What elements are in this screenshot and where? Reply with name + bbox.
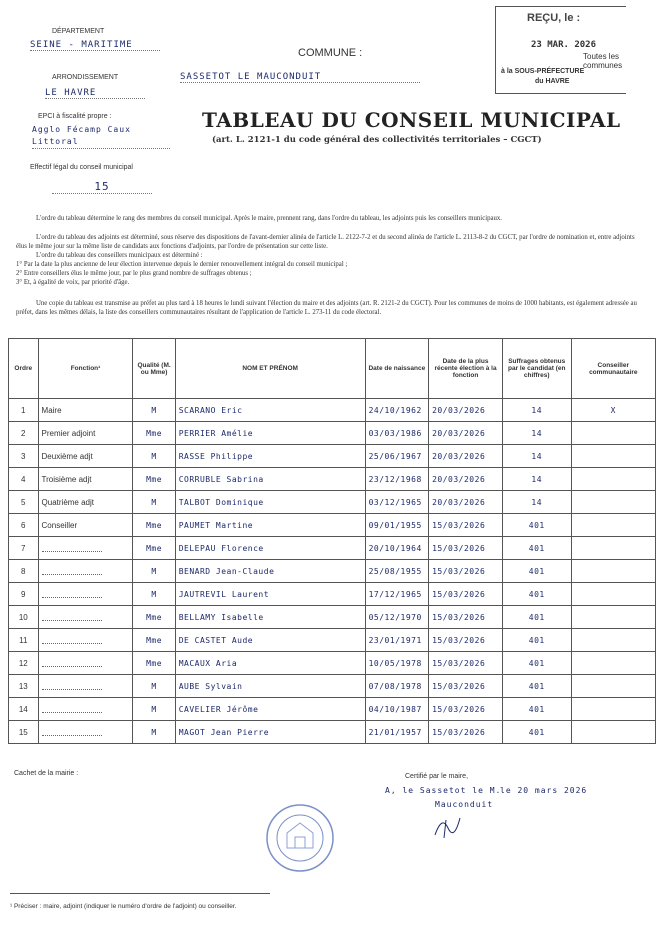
row-nom: SCARANO Eric [175,399,365,422]
row-qualite: Mme [133,537,175,560]
fonction-placeholder-dots [42,658,102,667]
row-ordre: 6 [9,514,39,537]
row-communautaire [571,583,655,606]
intro-paragraph-1: L'ordre du tableau détermine le rang des membres du conseil municipal. Après le maire, prennent rang, dans l'ordre du tableau, les adjoints puis les conseillers municipaux. [36,215,503,222]
row-ordre: 9 [9,583,39,606]
row-fonction [38,652,133,675]
row-qualite: Mme [133,652,175,675]
row-ordre: 7 [9,537,39,560]
header-election: Date de la plus récente élection à la fonction [429,339,503,399]
row-naissance: 23/12/1968 [365,468,428,491]
row-ordre: 13 [9,675,39,698]
row-fonction [38,606,133,629]
certifie-label: Certifié par le maire, [405,773,469,780]
row-nom: DE CASTET Aude [175,629,365,652]
row-fonction: Deuxième adjt [38,445,133,468]
row-naissance: 07/08/1978 [365,675,428,698]
row-nom: JAUTREVIL Laurent [175,583,365,606]
signature-date: le 20 mars 2026 [500,786,588,795]
row-nom: PAUMET Martine [175,514,365,537]
row-election: 20/03/2026 [429,399,503,422]
row-nom: MACAUX Aria [175,652,365,675]
fonction-placeholder-dots [42,612,102,621]
row-suffrages: 401 [502,583,571,606]
signature-scribble [430,810,470,840]
row-fonction: Premier adjoint [38,422,133,445]
row-fonction [38,675,133,698]
row-naissance: 25/06/1967 [365,445,428,468]
row-fonction [38,721,133,744]
row-qualite: Mme [133,422,175,445]
departement-value: SEINE - MARITIME [30,40,160,51]
page-subtitle: (art. L. 2121-1 du code général des collectivités territoriales – CGCT) [212,135,542,145]
row-naissance: 20/10/1964 [365,537,428,560]
row-communautaire [571,422,655,445]
row-fonction: Conseiller [38,514,133,537]
header-ordre: Ordre [9,339,39,399]
signature-place: A, le Sassetot le M. [385,786,502,795]
row-suffrages: 401 [502,675,571,698]
row-communautaire [571,675,655,698]
row-qualite: Mme [133,514,175,537]
row-naissance: 23/01/1971 [365,629,428,652]
epci-label: EPCI à fiscalité propre : [38,113,112,120]
row-election: 15/03/2026 [429,583,503,606]
row-naissance: 05/12/1970 [365,606,428,629]
row-fonction [38,560,133,583]
table-row [9,468,656,491]
row-fonction [38,629,133,652]
table-row [9,491,656,514]
row-communautaire: X [571,399,655,422]
fonction-placeholder-dots [42,681,102,690]
row-suffrages: 14 [502,422,571,445]
mairie-seal [265,803,335,873]
row-suffrages: 14 [502,445,571,468]
row-fonction: Maire [38,399,133,422]
row-ordre: 2 [9,422,39,445]
row-communautaire [571,468,655,491]
footnote: ¹ Préciser : maire, adjoint (indiquer le numéro d'ordre de l'adjoint) ou conseiller. [10,903,237,910]
row-fonction [38,583,133,606]
row-suffrages: 401 [502,537,571,560]
row-naissance: 24/10/1962 [365,399,428,422]
row-qualite: M [133,399,175,422]
signature: Mauconduit [435,800,494,809]
footnote-rule [10,893,270,894]
row-ordre: 10 [9,606,39,629]
row-qualite: Mme [133,468,175,491]
stamp-line1: Toutes les communes [583,52,640,70]
row-ordre: 15 [9,721,39,744]
table-header-row [9,339,656,399]
row-communautaire [571,698,655,721]
row-naissance: 21/01/1957 [365,721,428,744]
row-election: 15/03/2026 [429,537,503,560]
row-suffrages: 401 [502,560,571,583]
row-ordre: 5 [9,491,39,514]
row-qualite: M [133,583,175,606]
row-naissance: 04/10/1987 [365,698,428,721]
page-title: TABLEAU DU CONSEIL MUNICIPAL [202,108,621,132]
fonction-placeholder-dots [42,704,102,713]
effectif-value: 15 [52,180,152,194]
row-qualite: M [133,491,175,514]
stamp-recu: REÇU, le : [527,12,581,24]
row-fonction: Troisième adjt [38,468,133,491]
table-row [9,698,656,721]
row-nom: DELEPAU Florence [175,537,365,560]
row-suffrages: 14 [502,399,571,422]
row-nom: CORRUBLE Sabrina [175,468,365,491]
row-communautaire [571,652,655,675]
row-communautaire [571,560,655,583]
header-suffrages: Suffrages obtenus par le candidat (en chiffres) [502,339,571,399]
row-nom: CAVELIER Jérôme [175,698,365,721]
row-suffrages: 401 [502,652,571,675]
row-fonction: Quatrième adjt [38,491,133,514]
row-election: 15/03/2026 [429,652,503,675]
row-election: 20/03/2026 [429,445,503,468]
effectif-label: Effectif légal du conseil municipal [30,164,133,171]
table-row [9,652,656,675]
row-suffrages: 401 [502,514,571,537]
row-naissance: 17/12/1965 [365,583,428,606]
row-fonction [38,537,133,560]
fonction-placeholder-dots [42,589,102,598]
row-qualite: Mme [133,606,175,629]
row-fonction [38,698,133,721]
row-communautaire [571,721,655,744]
row-ordre: 3 [9,445,39,468]
row-ordre: 12 [9,652,39,675]
row-suffrages: 401 [502,698,571,721]
row-election: 20/03/2026 [429,422,503,445]
header-naissance: Date de naissance [365,339,428,399]
row-election: 15/03/2026 [429,560,503,583]
cachet-label: Cachet de la mairie : [14,770,79,777]
row-ordre: 8 [9,560,39,583]
intro-paragraph-4: 1° Par la date la plus ancienne de leur élection intervenue depuis le dernier renouvellement intégral du conseil municipal ; [16,261,348,268]
fonction-placeholder-dots [42,543,102,552]
table-row [9,399,656,422]
intro-paragraph-6: 3° Et, à égalité de voix, par priorité d'âge. [16,279,130,286]
table-row [9,629,656,652]
row-communautaire [571,491,655,514]
stamp-date: 23 MAR. 2026 [531,40,597,50]
row-communautaire [571,445,655,468]
row-suffrages: 401 [502,721,571,744]
row-suffrages: 401 [502,629,571,652]
row-ordre: 11 [9,629,39,652]
row-election: 15/03/2026 [429,629,503,652]
header-communautaire: Conseiller communautaire [571,339,655,399]
epci-value: Agglo Fécamp Caux Littoral [32,124,170,149]
fonction-placeholder-dots [42,727,102,736]
table-row [9,560,656,583]
row-nom: RASSE Philippe [175,445,365,468]
row-nom: MAGOT Jean Pierre [175,721,365,744]
row-naissance: 09/01/1955 [365,514,428,537]
row-communautaire [571,629,655,652]
departement-label: DÉPARTEMENT [52,28,105,35]
row-nom: PERRIER Amélie [175,422,365,445]
arrondissement-value: LE HAVRE [45,88,145,99]
table-row [9,606,656,629]
intro-paragraph-3: L'ordre du tableau des conseillers municipaux est déterminé : [36,252,203,259]
row-qualite: M [133,675,175,698]
row-naissance: 03/12/1965 [365,491,428,514]
table-row [9,514,656,537]
row-qualite: M [133,445,175,468]
commune-label: COMMUNE : [298,47,363,59]
commune-value: SASSETOT LE MAUCONDUIT [180,72,420,83]
table-row [9,537,656,560]
row-naissance: 03/03/1986 [365,422,428,445]
row-communautaire [571,537,655,560]
header-nom: NOM ET PRÉNOM [175,339,365,399]
intro-paragraph-7: Une copie du tableau est transmise au préfet au plus tard à 18 heures le lundi suivant l'élection du maire et des adjoints (art. R. 2121-2 du CGCT). Pour les communes de moins de 1000 habitants, est également adressée au préfet, dans les mêmes délais, la liste des conseillers communautaires résultant de l'application de l'article L. 273-11 du code électoral. [16,300,637,316]
fonction-placeholder-dots [42,635,102,644]
row-ordre: 4 [9,468,39,491]
row-suffrages: 401 [502,606,571,629]
header-fonction: Fonction¹ [38,339,133,399]
fonction-placeholder-dots [42,566,102,575]
arrondissement-label: ARRONDISSEMENT [52,74,119,81]
row-ordre: 14 [9,698,39,721]
council-table [8,338,656,744]
row-election: 20/03/2026 [429,491,503,514]
reception-stamp [495,6,640,94]
stamp-line2: à la SOUS-PRÉFECTURE [501,68,585,75]
table-row [9,721,656,744]
row-qualite: Mme [133,629,175,652]
row-election: 15/03/2026 [429,606,503,629]
row-communautaire [571,606,655,629]
row-nom: BENARD Jean-Claude [175,560,365,583]
row-suffrages: 14 [502,468,571,491]
row-nom: TALBOT Dominique [175,491,365,514]
intro-paragraph-5: 2° Entre conseillers élus le même jour, par le plus grand nombre de suffrages obtenus ; [16,270,252,277]
row-qualite: M [133,560,175,583]
row-naissance: 10/05/1978 [365,652,428,675]
row-election: 20/03/2026 [429,468,503,491]
stamp-line3: du HAVRE [535,78,570,85]
table-row [9,445,656,468]
row-election: 15/03/2026 [429,721,503,744]
row-election: 15/03/2026 [429,675,503,698]
row-nom: BELLAMY Isabelle [175,606,365,629]
header-qualite: Qualité (M. ou Mme) [133,339,175,399]
row-ordre: 1 [9,399,39,422]
row-suffrages: 14 [502,491,571,514]
row-election: 15/03/2026 [429,514,503,537]
intro-paragraph-2: L'ordre du tableau des adjoints est déterminé, sous réserve des dispositions de l'avant-dernier alinéa de l'article L. 2122-7-2 et du second alinéa de l'article L. 2113-8-2 du CGCT, par l'ordre de nomination et, entre adjoints élus le même jour sur la même liste de candidats aux fonctions d'adjoints, par l'ordre de présentation sur cette liste. [16,234,635,250]
row-qualite: M [133,698,175,721]
row-election: 15/03/2026 [429,698,503,721]
row-communautaire [571,514,655,537]
row-naissance: 25/08/1955 [365,560,428,583]
table-row [9,675,656,698]
table-row [9,422,656,445]
row-nom: AUBE Sylvain [175,675,365,698]
table-row [9,583,656,606]
row-qualite: M [133,721,175,744]
